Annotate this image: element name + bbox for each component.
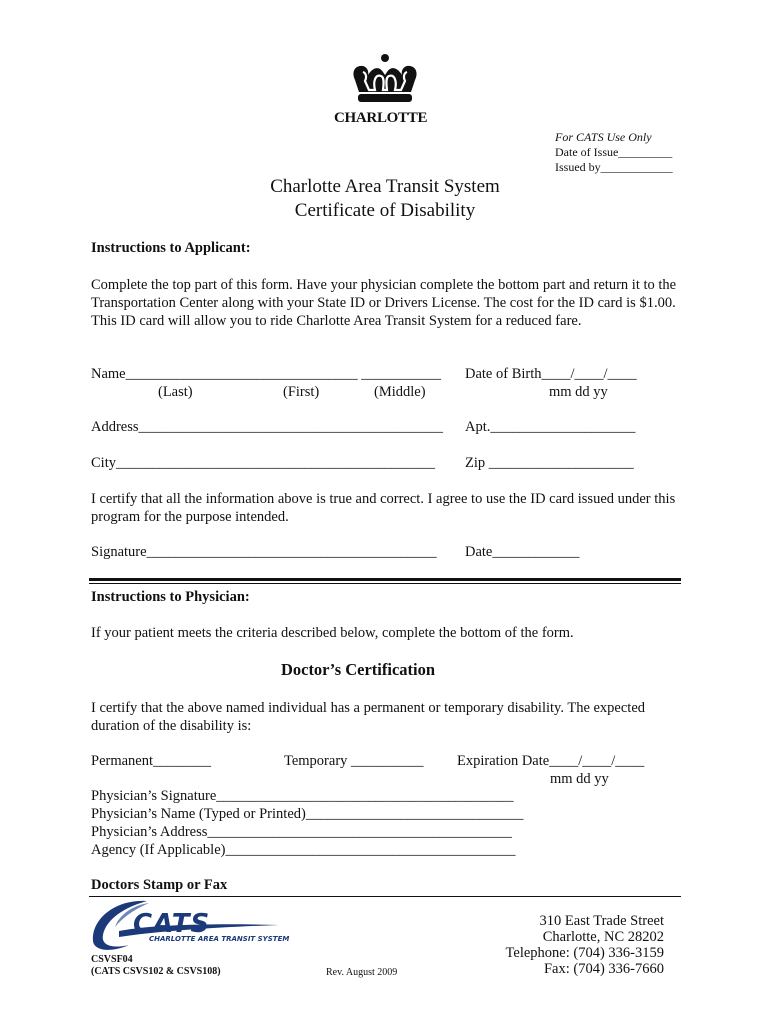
permanent-field[interactable]: Permanent________ <box>91 753 212 769</box>
physician-signature-field[interactable]: Physician’s Signature_________________________________________ <box>91 788 514 804</box>
applicant-instructions-heading: Instructions to Applicant: <box>91 240 251 256</box>
applicant-signature-field[interactable]: Signature________________________________________ <box>91 544 437 560</box>
cats-wordmark: CATS <box>133 909 211 939</box>
doctors-certification-heading: Doctor’s Certification <box>280 660 436 679</box>
name-last-label: (Last) <box>158 384 193 400</box>
doctors-certification-text: I certify that the above named individual has a permanent or temporary disability. The expected duration of the disability is: <box>91 700 646 734</box>
physician-instructions-heading: Instructions to Physician: <box>91 589 250 605</box>
revision-date: Rev. August 2009 <box>326 967 398 978</box>
temporary-field[interactable]: Temporary __________ <box>284 753 424 769</box>
address-field[interactable]: Address__________________________________________ <box>91 419 444 435</box>
applicant-certify-text: I certify that all the information above is true and correct. I agree to use the ID card issued under this program for the purpose intended. <box>91 491 676 525</box>
footer-address-line1: 310 East Trade Street <box>539 913 664 929</box>
issued-by-field[interactable]: Issued by____________ <box>555 160 673 174</box>
agency-field[interactable]: Agency (If Applicable)________________________________________ <box>91 842 516 858</box>
cats-logo-subtitle: CHARLOTTE AREA TRANSIT SYSTEM <box>149 935 290 943</box>
form-code: CSVSF04 <box>91 954 133 965</box>
charlotte-logo <box>333 46 437 130</box>
expiration-date-format: mm dd yy <box>550 771 609 787</box>
physician-instructions-text: If your patient meets the criteria described below, complete the bottom of the form. <box>91 625 574 641</box>
office-use-title: For CATS Use Only <box>555 130 652 144</box>
footer-telephone: Telephone: (704) 336-3159 <box>505 945 664 961</box>
name-field[interactable]: Name________________________________ ___________ <box>91 366 441 382</box>
date-of-birth-field[interactable]: Date of Birth____/____/____ <box>465 366 637 382</box>
page-subtitle: Certificate of Disability <box>294 200 476 221</box>
date-of-issue-field[interactable]: Date of Issue_________ <box>555 145 673 159</box>
applicant-instructions-text: Complete the top part of this form. Have your physician complete the bottom part and return it to the Transportation Center along with your State ID or Drivers License. The cost for the ID card is $1.00. This ID card will allow you to ride Charlotte Area Transit System for a reduced fare. <box>91 277 677 329</box>
page-title: Charlotte Area Transit System <box>270 176 500 197</box>
section-divider-thick <box>89 578 681 581</box>
apt-field[interactable]: Apt.____________________ <box>465 419 636 435</box>
date-of-birth-format: mm dd yy <box>549 384 608 400</box>
name-first-label: (First) <box>283 384 320 400</box>
city-field[interactable]: City____________________________________________ <box>91 455 435 471</box>
section-divider-thin <box>89 583 681 584</box>
footer-fax: Fax: (704) 336-7660 <box>543 961 664 977</box>
physician-address-field[interactable]: Physician’s Address__________________________________________ <box>91 824 512 840</box>
name-middle-label: (Middle) <box>374 384 426 400</box>
doctors-stamp-heading: Doctors Stamp or Fax <box>91 877 228 893</box>
form-code-alt: (CATS CSVS102 & CSVS108) <box>91 966 221 977</box>
logo-wordmark: CHARLOTTE <box>334 110 428 126</box>
zip-field[interactable]: Zip ____________________ <box>465 455 634 471</box>
footer-address-line2: Charlotte, NC 28202 <box>542 929 664 945</box>
applicant-date-field[interactable]: Date____________ <box>465 544 580 560</box>
physician-name-field[interactable]: Physician’s Name (Typed or Printed)______________________________ <box>91 806 524 822</box>
expiration-date-field[interactable]: Expiration Date____/____/____ <box>457 753 645 769</box>
cats-logo <box>89 895 290 957</box>
